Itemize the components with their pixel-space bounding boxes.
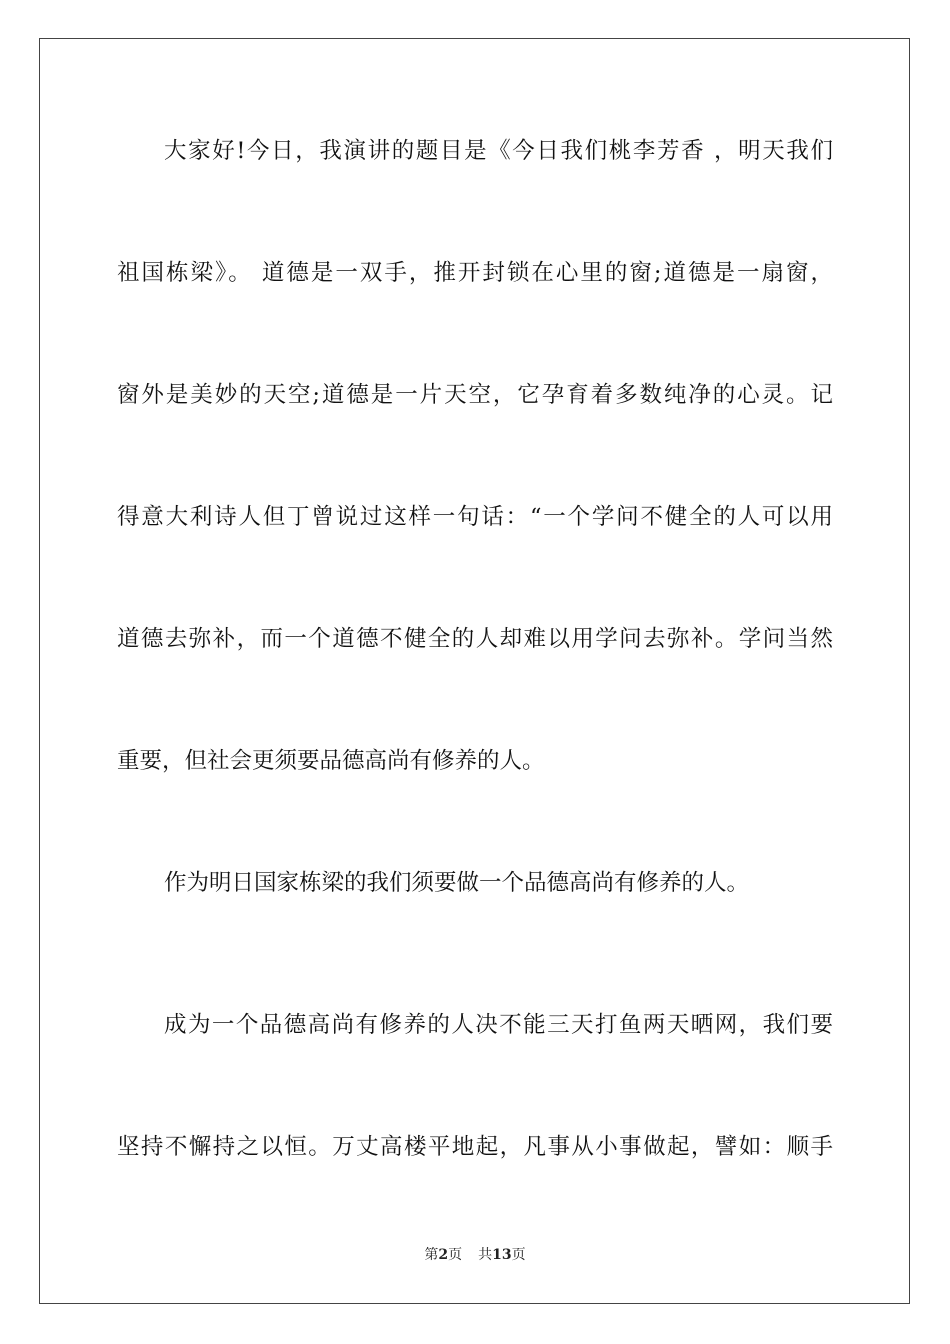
total-prefix: 共	[478, 1247, 493, 1263]
page-footer	[0, 1246, 950, 1264]
paragraph-3-line-2: 坚持不懈持之以恒。万丈高楼平地起，凡事从小事做起，譬如：顺手	[117, 1134, 833, 1160]
total-suffix: 页	[511, 1247, 526, 1263]
page-border	[39, 38, 910, 1304]
page-number: 2	[438, 1247, 449, 1263]
paragraph-1-line-2: 祖国栋梁》。 道德是一双手，推开封锁在心里的窗;道德是一扇窗，	[117, 260, 833, 286]
paragraph-1-line-5: 道德去弥补，而一个道德不健全的人却难以用学问去弥补。学问当然	[117, 626, 833, 652]
page-suffix: 页	[448, 1247, 463, 1263]
page-prefix: 第	[424, 1247, 439, 1263]
paragraph-1-line-6: 重要，但社会更须要品德高尚有修养的人。	[117, 748, 545, 774]
paragraph-3-line-1: 成为一个品德高尚有修养的人决不能三天打鱼两天晒网，我们要	[164, 1012, 833, 1038]
total-pages: 13	[492, 1247, 512, 1263]
paragraph-1-line-3: 窗外是美妙的天空;道德是一片天空，它孕育着多数纯净的心灵。记	[117, 382, 833, 408]
paragraph-2-line-1: 作为明日国家栋梁的我们须要做一个品德高尚有修养的人。	[164, 870, 750, 896]
paragraph-1-line-4: 得意大利诗人但丁曾说过这样一句话：“一个学问不健全的人可以用	[117, 504, 833, 530]
paragraph-1-line-1: 大家好!今日，我演讲的题目是《今日我们桃李芳香 ，明天我们	[164, 138, 833, 164]
